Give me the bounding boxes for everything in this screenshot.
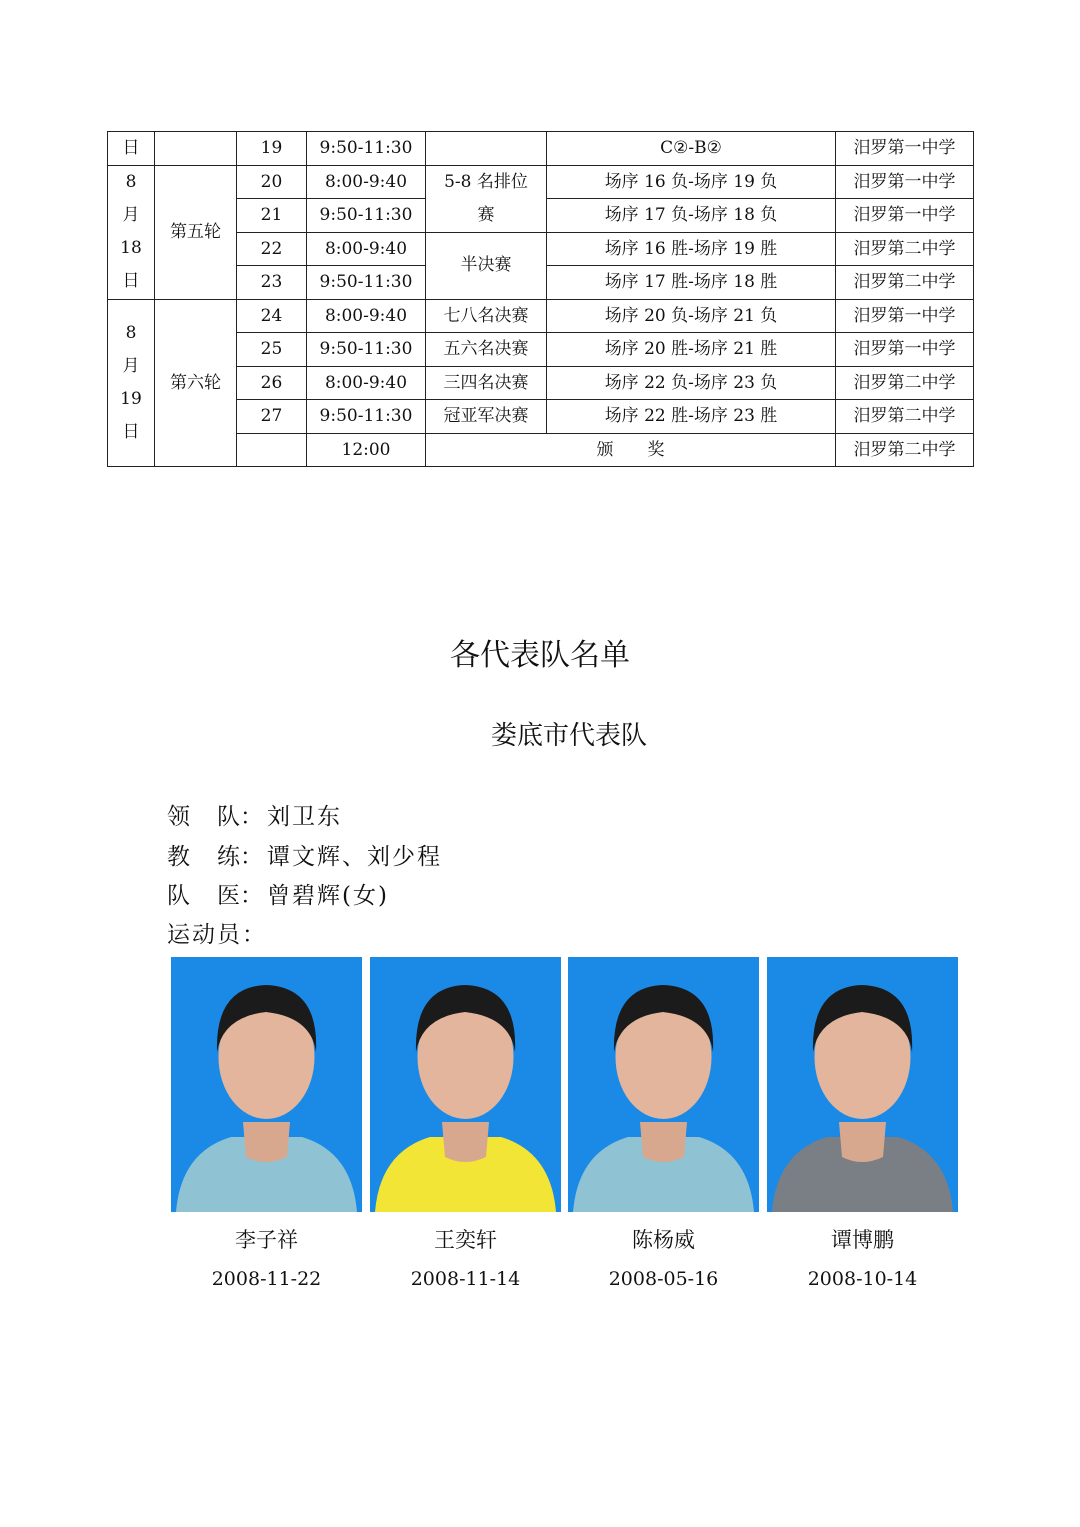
page-title: 各代表队名单 bbox=[450, 638, 630, 673]
match-time: 8:00-9:40 bbox=[307, 299, 426, 333]
match-pairing: 场序 16 胜-场序 19 胜 bbox=[547, 232, 836, 266]
venue: 汨罗第二中学 bbox=[836, 400, 974, 434]
match-number: 20 bbox=[237, 165, 307, 199]
venue: 汨罗第二中学 bbox=[836, 366, 974, 400]
stage-cell: 七八名决赛 bbox=[426, 299, 547, 333]
venue: 汨罗第二中学 bbox=[836, 433, 974, 467]
stage-cell: 五六名决赛 bbox=[426, 333, 547, 367]
match-number: 19 bbox=[237, 132, 307, 166]
player-birthdate: 2008-11-22 bbox=[211, 1268, 322, 1290]
match-time: 8:00-9:40 bbox=[307, 366, 426, 400]
team-doctor: 曾碧辉(女) bbox=[267, 883, 389, 909]
match-number: 27 bbox=[237, 400, 307, 434]
table-row bbox=[108, 366, 974, 400]
player-photo bbox=[171, 957, 362, 1212]
player-card bbox=[370, 957, 561, 1290]
doctor-line: 队 医： 曾碧辉(女) bbox=[167, 883, 389, 909]
player-card bbox=[767, 957, 958, 1290]
neck bbox=[243, 1122, 290, 1162]
match-time: 9:50-11:30 bbox=[307, 400, 426, 434]
venue: 汨罗第一中学 bbox=[836, 299, 974, 333]
match-number: 26 bbox=[237, 366, 307, 400]
date-cell: 8 月 18 日 bbox=[108, 165, 155, 299]
match-time: 8:00-9:40 bbox=[307, 165, 426, 199]
venue: 汨罗第二中学 bbox=[836, 266, 974, 300]
round-cell bbox=[155, 132, 237, 166]
venue: 汨罗第一中学 bbox=[836, 199, 974, 233]
team-name: 娄底市代表队 bbox=[490, 721, 647, 751]
player-photo bbox=[370, 957, 561, 1212]
player-birthdate: 2008-11-14 bbox=[410, 1268, 521, 1290]
venue: 汨罗第一中学 bbox=[836, 132, 974, 166]
stage-cell: 5-8 名排位 赛 bbox=[426, 165, 547, 232]
player-birthdate: 2008-10-14 bbox=[807, 1268, 918, 1290]
match-pairing: 场序 22 胜-场序 23 胜 bbox=[547, 400, 836, 434]
match-pairing: 场序 22 负-场序 23 负 bbox=[547, 366, 836, 400]
match-number: 25 bbox=[237, 333, 307, 367]
player-name: 王奕轩 bbox=[434, 1228, 497, 1252]
match-pairing: C②-B② bbox=[547, 132, 836, 166]
table-row bbox=[108, 400, 974, 434]
stage-cell: 冠亚军决赛 bbox=[426, 400, 547, 434]
date-cell: 日 bbox=[108, 132, 155, 166]
athletes-label: 运动员： bbox=[167, 922, 267, 948]
player-name: 陈杨威 bbox=[632, 1228, 695, 1252]
player-card bbox=[171, 957, 362, 1290]
table-row bbox=[108, 232, 974, 266]
match-pairing: 场序 20 负-场序 21 负 bbox=[547, 299, 836, 333]
player-photo bbox=[568, 957, 759, 1212]
neck bbox=[442, 1122, 489, 1162]
team-leader-line: 领 队： 刘卫东 bbox=[167, 804, 342, 830]
match-schedule-table bbox=[107, 131, 974, 467]
match-number: 23 bbox=[237, 266, 307, 300]
table-row bbox=[108, 165, 974, 199]
match-time: 8:00-9:40 bbox=[307, 232, 426, 266]
table-row bbox=[108, 299, 974, 333]
match-time: 9:50-11:30 bbox=[307, 199, 426, 233]
venue: 汨罗第二中学 bbox=[836, 232, 974, 266]
round-cell: 第五轮 bbox=[155, 165, 237, 299]
date-cell: 8 月 19 日 bbox=[108, 299, 155, 467]
table-row bbox=[108, 132, 974, 166]
venue: 汨罗第一中学 bbox=[836, 333, 974, 367]
match-pairing: 场序 17 负-场序 18 负 bbox=[547, 199, 836, 233]
match-time: 9:50-11:30 bbox=[307, 266, 426, 300]
coaches: 谭文辉、刘少程 bbox=[267, 844, 442, 870]
match-time: 9:50-11:30 bbox=[307, 132, 426, 166]
player-name: 谭博鹏 bbox=[831, 1228, 894, 1252]
match-time: 9:50-11:30 bbox=[307, 333, 426, 367]
award-ceremony: 颁 奖 bbox=[426, 433, 836, 467]
player-gallery bbox=[171, 957, 961, 1290]
table-row bbox=[108, 333, 974, 367]
match-number: 22 bbox=[237, 232, 307, 266]
match-pairing: 场序 16 负-场序 19 负 bbox=[547, 165, 836, 199]
match-pairing: 场序 17 胜-场序 18 胜 bbox=[547, 266, 836, 300]
neck bbox=[839, 1122, 886, 1162]
coach-line: 教 练： 谭文辉、刘少程 bbox=[167, 844, 442, 870]
player-card bbox=[568, 957, 759, 1290]
stage-cell: 半决赛 bbox=[426, 232, 547, 299]
match-time: 12:00 bbox=[307, 433, 426, 467]
table-row bbox=[108, 433, 974, 467]
match-number: 24 bbox=[237, 299, 307, 333]
venue: 汨罗第一中学 bbox=[836, 165, 974, 199]
player-name: 李子祥 bbox=[235, 1228, 298, 1252]
team-leader: 刘卫东 bbox=[267, 804, 342, 830]
match-pairing: 场序 20 胜-场序 21 胜 bbox=[547, 333, 836, 367]
match-number: 21 bbox=[237, 199, 307, 233]
match-number bbox=[237, 433, 307, 467]
stage-cell: 三四名决赛 bbox=[426, 366, 547, 400]
neck bbox=[640, 1122, 687, 1162]
player-photo bbox=[767, 957, 958, 1212]
player-birthdate: 2008-05-16 bbox=[608, 1268, 719, 1290]
stage-cell bbox=[426, 132, 547, 166]
round-cell: 第六轮 bbox=[155, 299, 237, 467]
